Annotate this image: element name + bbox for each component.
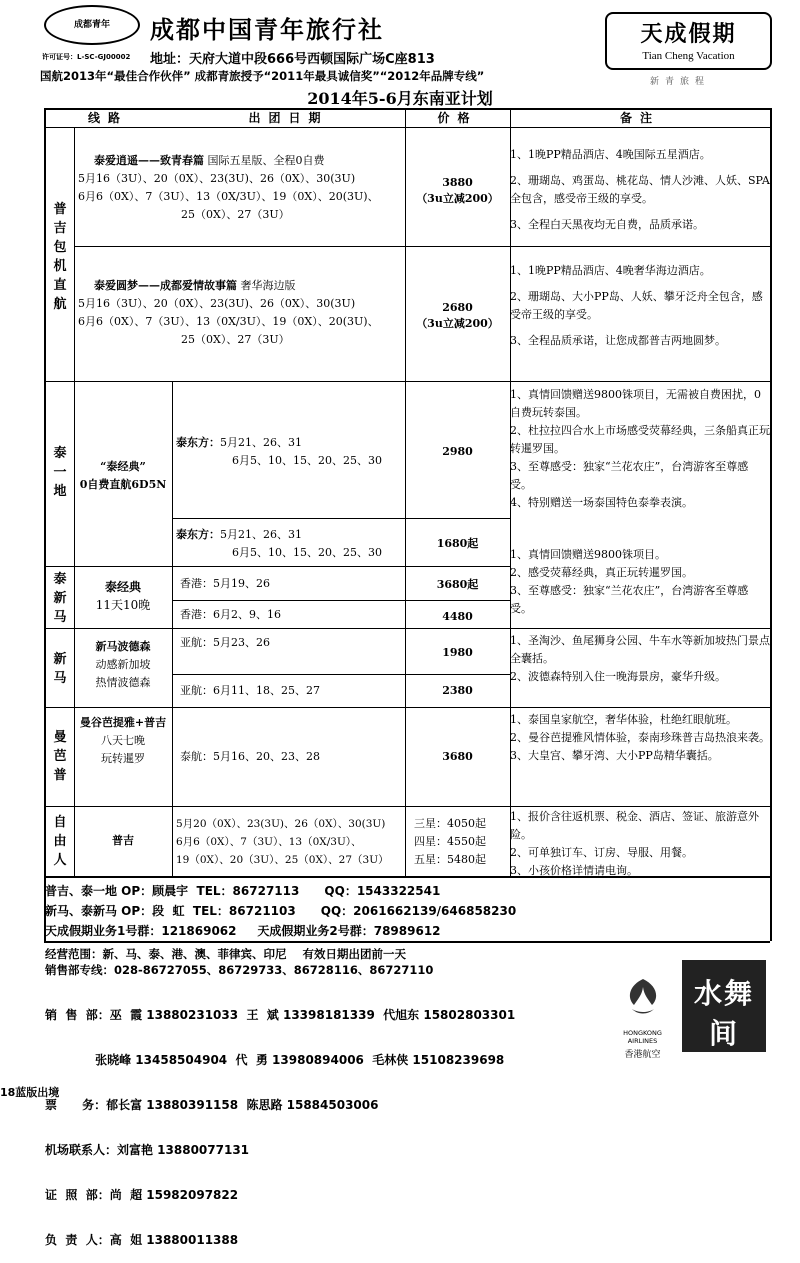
note-line: 2、曼谷芭提雅风情体验，泰南珍珠普吉岛热浪来袭。 (510, 731, 770, 744)
tour-dates (78, 170, 404, 224)
page-number: 18蓝版出境 (0, 1086, 60, 1099)
price-value: 3880 (442, 176, 473, 189)
date-line: 亚航：6月11、18、25、27 (180, 684, 320, 697)
date-line: 25（0X）、27（3U） (181, 208, 290, 221)
route-sub: 玩转暹罗 (101, 752, 145, 765)
note-line: 4、特别赠送一场泰国特色泰拳表演。 (510, 496, 693, 509)
note-line: 2、可单独订车、订房、导服、用餐。 (510, 846, 693, 859)
price-note: （3u立减200） (416, 192, 499, 205)
business-scope: 经营范围：新、马、泰、港、澳、菲律宾、印尼 有效日期出团前一天 (45, 947, 407, 961)
tour-notes (510, 386, 770, 512)
price-value: 1680起 (436, 537, 479, 550)
license-number: 许可证号：L-SC-GJ00002 (42, 53, 131, 61)
op-contact-line: 新马、泰新马 OP：段 虹 TEL：86721103 QQ：2061662139/646858230 (45, 904, 517, 918)
route-sub: 11天10晚 (95, 598, 151, 612)
date-line: 5月21、26、31 (220, 436, 302, 449)
contact-line: 销 售 部：巫 霞 13880231033 王 斌 13398181339 代旭东 15802803301 (45, 1008, 516, 1022)
route-name: 普吉 (112, 834, 134, 847)
note-line: 3、全程品质承诺，让您成都普吉两地圆梦。 (510, 334, 726, 347)
note-line: 3、小孩价格详情请电询。 (510, 864, 638, 877)
brand-name-en: Tian Cheng Vacation (642, 50, 735, 62)
header-divider (44, 127, 770, 128)
route-title (94, 152, 404, 170)
brand-name-cn: 天成假期 (640, 22, 737, 47)
note-line: 1、真情回馈赠送9800铢项目。 (510, 548, 666, 561)
note-line: 1、泰国皇家航空，奢华体验，杜绝红眼航班。 (510, 713, 737, 726)
header-price: 价格 (437, 111, 478, 125)
price-tier: 五星：5480起 (414, 853, 486, 866)
note-line: 1、1晚PP精品酒店、4晚奢华海边酒店。 (510, 264, 711, 277)
sales-hotline: 销售部专线：028-86727055、86729733、86728116、86727110 (45, 963, 434, 977)
route-title (74, 638, 172, 692)
route-name: 泰经典 (104, 580, 141, 594)
airline-name-en: HONGKONG AIRLINES (623, 1029, 662, 1045)
note-line: 2、珊瑚岛、大小PP岛、人妖、攀牙泛舟全包含，感受帝王级的享受。 (510, 290, 763, 321)
note-line: 3、至尊感受：独家“兰花农庄”，台湾游客至尊感受。 (510, 460, 749, 491)
group-label-puji: 普吉包机直航 (53, 202, 67, 312)
table-border-left (44, 108, 46, 941)
route-title (74, 458, 172, 494)
date-line: 6月6（0X）、7（3U）、13（0X/3U）、19（0X）、20(3U)、 (78, 190, 379, 203)
op-border-bottom (44, 941, 770, 943)
note-line: 1、圣淘沙、鱼尾狮身公园、牛车水等新加坡热门景点全囊括。 (510, 634, 770, 665)
route-name: 泰爱逍遥——致青春篇 (94, 154, 204, 167)
date-line: 泰航：5月16、20、23、28 (180, 750, 320, 763)
tour-notes (510, 146, 770, 234)
date-line: 5月16（3U）、20（0X）、23(3U)、26（0X）、30(3U) (78, 297, 356, 310)
group-label-bangkok: 曼芭普 (53, 730, 67, 783)
plan-title: 2014年5-6月东南亚计划 (307, 89, 493, 108)
note-line: 2、杜拉拉四合水上市场感受荧幕经典，三条船真正玩转暹罗国。 (510, 424, 770, 455)
route-name: 新马波德森 (95, 640, 151, 653)
route-sub: 八天七晚 (101, 734, 145, 747)
price-note: （3u立减200） (416, 317, 499, 330)
row-divider (44, 628, 770, 629)
route-name: 泰爱圆梦——成都爱情故事篇 (94, 279, 237, 292)
price-value: 3680 (442, 750, 473, 763)
row-divider (44, 806, 770, 807)
header-route: 线路 (87, 111, 128, 125)
route-tag: 奢华海边版 (240, 279, 296, 292)
tour-price (405, 175, 510, 207)
price-value: 2380 (442, 684, 473, 697)
group-label-thai-sg-my: 泰新马 (53, 572, 67, 625)
hongkong-airlines-logo (610, 975, 675, 1060)
logo-text: 成都青年 (73, 20, 110, 30)
group-label-thai: 泰一地 (53, 446, 67, 499)
date-line: 6月5、10、15、20、25、30 (232, 454, 382, 467)
date-line: 19（0X）、20（3U）、25（0X）、27（3U） (176, 854, 389, 866)
note-line: 2、波德森特别入住一晚海景房，豪华升级。 (510, 670, 726, 683)
route-title (74, 714, 172, 768)
row-divider (172, 518, 510, 519)
contact-line: 张晓峰 13458504904 代 勇 13980894006 毛林侠 15108239698 (45, 1053, 505, 1067)
company-name: 成都中国青年旅行社 (150, 16, 384, 44)
note-line: 3、至尊感受：独家“兰花农庄”，台湾游客至尊感受。 (510, 584, 749, 615)
col-divider (172, 381, 173, 876)
tour-notes (510, 711, 770, 765)
row-divider (44, 707, 770, 708)
group-label-free: 自由人 (53, 815, 67, 868)
airline-label: 泰东方： (176, 436, 220, 449)
date-line: 25（0X）、27（3U） (181, 333, 290, 346)
price-tier: 三星：4050起 (414, 817, 486, 830)
honor-line: 国航2013年“最佳合作伙伴” 成都青旅授予“2011年最具诚信奖”“2012年品牌专线” (40, 69, 485, 83)
date-line: 香港：5月19、26 (180, 577, 270, 590)
row-divider (74, 246, 770, 247)
dancing-water-cn: 水舞间 (693, 977, 754, 1050)
brand-slogan: 新青旅程 (650, 77, 711, 87)
tour-price (405, 300, 510, 332)
route-title (74, 578, 172, 614)
tour-dates (176, 434, 404, 470)
tour-notes (510, 808, 770, 880)
date-line: 6月5、10、15、20、25、30 (232, 546, 382, 559)
row-divider (44, 381, 770, 382)
contact-list (45, 978, 515, 1263)
note-line: 1、1晚PP精品酒店、4晚国际五星酒店。 (510, 148, 711, 161)
group-label-sg-my: 新马 (53, 652, 67, 686)
dancing-water-en: DANCING WATER (687, 1058, 761, 1066)
date-line: 6月6（0X）、7（3U）、13（0X/3U）、 (176, 836, 362, 848)
price-value: 4480 (442, 610, 473, 623)
price-value: 2980 (442, 445, 473, 458)
date-line: 亚航：5月23、26 (180, 636, 270, 649)
tour-price (414, 815, 510, 869)
company-logo (44, 5, 140, 45)
route-tag: 国际五星版、全程0自费 (207, 154, 325, 167)
note-line: 2、珊瑚岛、鸡蛋岛、桃花岛、情人沙滩、人妖、SPA全包含，感受帝王级的享受。 (510, 174, 770, 205)
airline-bird-icon (620, 975, 666, 1021)
contact-line: 证 照 部：尚 超 15982097822 (45, 1188, 239, 1202)
note-line: 3、全程白天黑夜均无自费，品质承诺。 (510, 218, 704, 231)
brand-box (605, 12, 772, 70)
date-line: 5月20（0X）、23(3U)、26（0X）、30(3U) (176, 818, 386, 830)
op-contact-line: 普吉、泰一地 OP：顾晨宇 TEL：86727113 QQ：1543322541 (45, 884, 441, 898)
contact-line: 机场联系人：刘富艳 13880077131 (45, 1143, 250, 1157)
contact-line: 票 务：郁长富 13880391158 陈思路 15884503006 (45, 1098, 379, 1112)
date-line: 6月6（0X）、7（3U）、13（0X/3U）、19（0X）、20(3U)、 (78, 315, 379, 328)
tour-dates (176, 526, 404, 562)
airline-label: 泰东方： (176, 528, 220, 541)
date-line: 香港：6月2、9、16 (180, 608, 281, 621)
tour-notes (510, 546, 770, 618)
note-line: 3、大皇宫、攀牙湾、大小PP岛精华囊括。 (510, 749, 719, 762)
header-notes: 备注 (619, 111, 660, 125)
row-divider (44, 566, 510, 567)
airline-name-cn: 香港航空 (624, 1050, 661, 1060)
header-dates: 出团日期 (248, 111, 329, 125)
note-line: 1、报价含往返机票、税金、酒店、签证、旅游意外险。 (510, 810, 759, 841)
route-sub: 动感新加坡 (95, 658, 151, 671)
route-name: 曼谷芭提雅+普吉 (79, 716, 167, 729)
route-sub: 0自费直航6D5N (79, 478, 167, 491)
price-tier: 四星：4550起 (414, 835, 486, 848)
op-contact-line: 天成假期业务1号群：121869062 天成假期业务2号群：78989612 (45, 924, 441, 938)
route-title (94, 277, 404, 295)
price-value: 3680起 (436, 578, 479, 591)
note-line: 1、真情回馈赠送9800铢项目，无需被自费困扰，0自费玩转泰国。 (510, 388, 761, 419)
route-name: “泰经典” (100, 460, 146, 473)
route-sub: 热情波德森 (95, 676, 151, 689)
tour-notes (510, 632, 770, 686)
price-value: 2680 (442, 301, 473, 314)
note-line: 2、感受荧幕经典，真正玩转暹罗国。 (510, 566, 693, 579)
row-divider (172, 600, 510, 601)
date-line: 5月16（3U）、20（0X）、23(3U)、26（0X）、30(3U) (78, 172, 356, 185)
tour-notes (510, 262, 770, 350)
contact-line: 负 责 人：高 姐 13880011388 (45, 1233, 239, 1247)
company-address: 地址：天府大道中段666号西顿国际广场C座813 (150, 52, 435, 67)
table-border-right (770, 108, 772, 941)
dancing-water-logo (682, 960, 766, 1066)
tour-dates (78, 295, 404, 349)
row-divider (172, 674, 510, 675)
price-value: 1980 (442, 646, 473, 659)
date-line: 5月21、26、31 (220, 528, 302, 541)
tour-dates (176, 815, 404, 869)
